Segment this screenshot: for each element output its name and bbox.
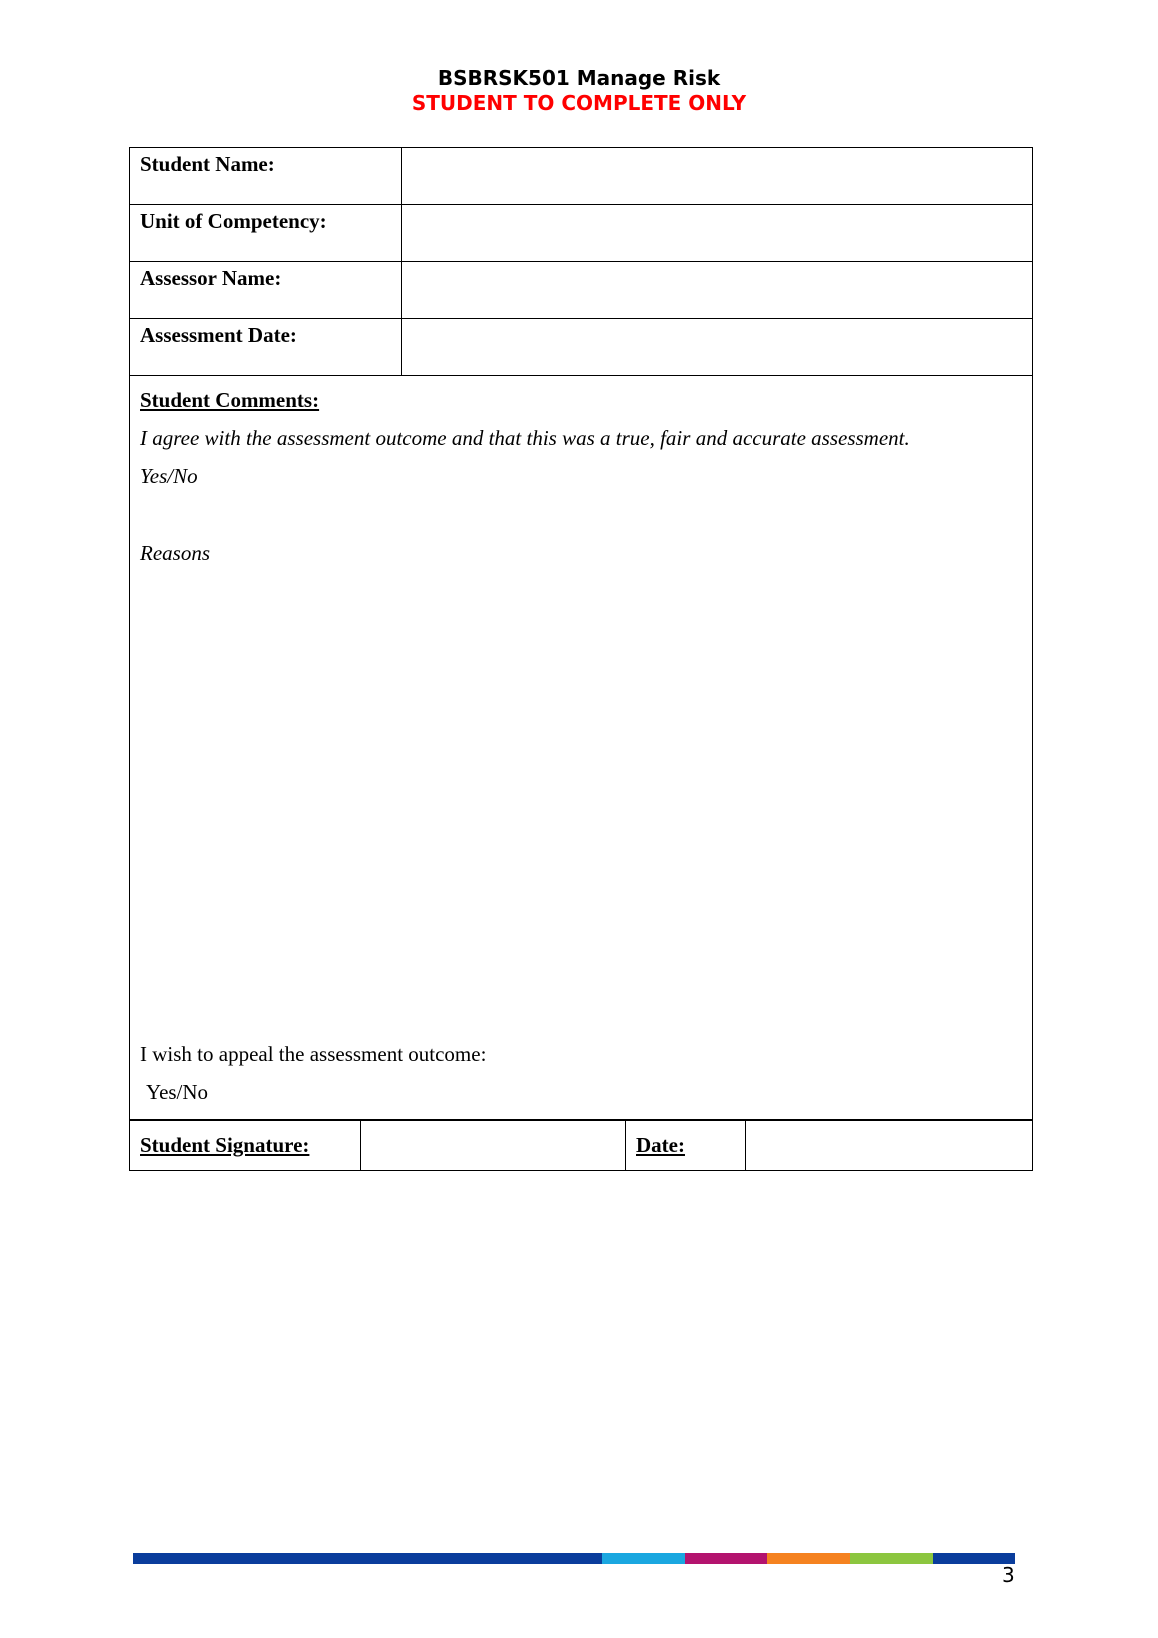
signature-table	[129, 1119, 1033, 1171]
unit-of-competency-field[interactable]	[402, 205, 1033, 262]
document-title: BSBRSK501 Manage Risk	[437, 66, 721, 90]
unit-of-competency-row	[130, 205, 1033, 262]
student-name-row	[130, 148, 1033, 205]
assessment-date-label: Assessment Date:	[130, 319, 402, 376]
footer-color-bar	[133, 1553, 1015, 1564]
assessor-name-field[interactable]	[402, 262, 1033, 319]
assessment-date-field[interactable]	[402, 319, 1033, 376]
document-subtitle: STUDENT TO COMPLETE ONLY	[411, 91, 747, 115]
page-header	[0, 66, 1158, 116]
footer-bar-magenta-segment	[685, 1553, 767, 1564]
student-signature-field[interactable]	[361, 1120, 626, 1171]
signature-row	[130, 1120, 1033, 1171]
appeal-statement: I wish to appeal the assessment outcome:	[140, 1042, 487, 1066]
page-number: 3	[1002, 1563, 1015, 1587]
student-name-label: Student Name:	[130, 148, 402, 205]
student-comments-area[interactable]	[130, 376, 1033, 1121]
student-comments-row	[130, 376, 1033, 1121]
student-name-field[interactable]	[402, 148, 1033, 205]
footer-bar-orange-segment	[767, 1553, 850, 1564]
agreement-yes-no[interactable]: Yes/No	[140, 464, 198, 488]
footer-bar-cyan-segment	[602, 1553, 685, 1564]
footer-bar-blue-segment	[133, 1553, 602, 1564]
appeal-yes-no[interactable]: Yes/No	[146, 1080, 209, 1104]
date-label: Date:	[626, 1120, 746, 1171]
unit-of-competency-label: Unit of Competency:	[130, 205, 402, 262]
student-comments-heading: Student Comments:	[140, 388, 320, 412]
assessor-name-label: Assessor Name:	[130, 262, 402, 319]
agreement-statement: I agree with the assessment outcome and that this was a true, fair and accurate assessment.	[140, 426, 910, 450]
assessor-name-row	[130, 262, 1033, 319]
assessment-form-table	[129, 147, 1033, 1121]
footer-bar-lime-segment	[850, 1553, 933, 1564]
date-field[interactable]	[746, 1120, 1033, 1171]
assessment-date-row	[130, 319, 1033, 376]
reasons-label: Reasons	[140, 541, 210, 565]
student-signature-label: Student Signature:	[130, 1120, 361, 1171]
